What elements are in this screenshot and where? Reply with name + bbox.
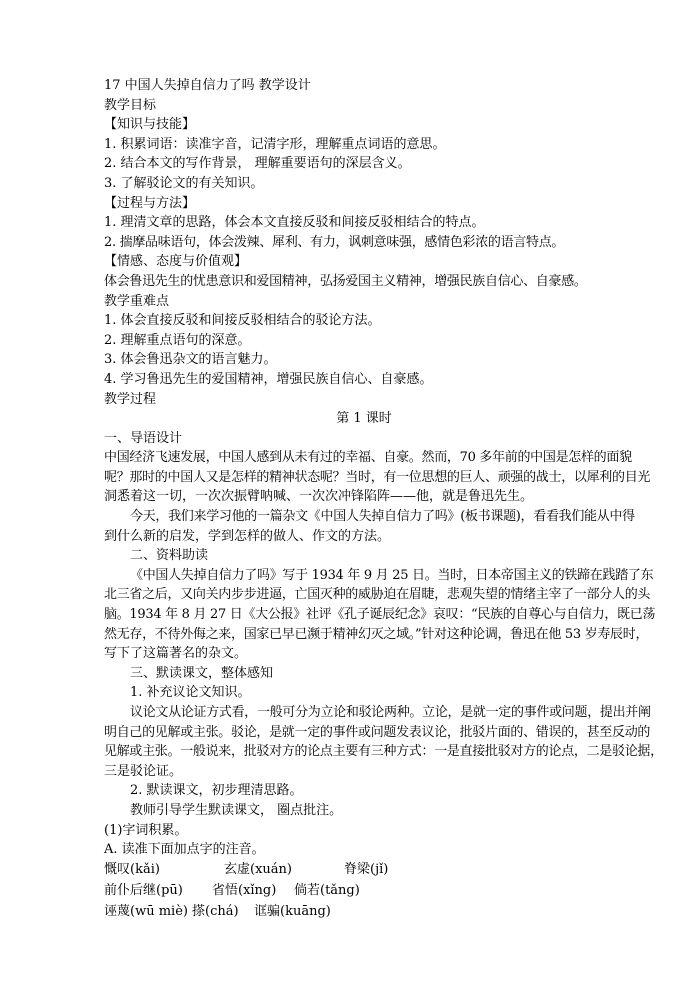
- vocab-item: 诓骗(kuāng): [254, 903, 331, 919]
- goals-heading: 教学目标: [104, 97, 157, 113]
- key-heading: 教学重难点: [104, 293, 170, 309]
- vocab-row: [104, 860, 624, 881]
- doc-title: 17 中国人失掉自信力了吗 教学设计: [104, 78, 311, 93]
- vocab-item: 搽(chá): [192, 903, 239, 919]
- subsection-heading: 2. 默读课文，初步理清思路。: [130, 783, 303, 799]
- knowledge-heading: 【知识与技能】: [104, 117, 196, 133]
- vocab-item: 诬蔑(wū miè): [104, 903, 188, 919]
- key-item: 2. 理解重点语句的深意。: [104, 332, 251, 348]
- paragraph-line: 明自己的见解或主张。驳论，是就一定的事件或问题发表议论，批驳片面的、错误的，甚至反动的: [104, 724, 651, 740]
- paragraph-line: 今天，我们来学习他的一篇杂文《中国人失掉自信力了吗》(板书课题)，看看我们能从中得: [130, 509, 635, 525]
- paragraph-line: 写下了这篇著名的杂文。: [104, 646, 248, 662]
- vocab-item: 玄虚(xuán): [224, 861, 292, 877]
- subsection-heading: 1. 补充议论文知识。: [130, 685, 251, 701]
- paragraph-line: 然无存，不待外侮之来，国家已早已濒于精神幻灭之域。”针对这种论调，鲁迅在他 53 岁寿辰时，: [104, 626, 649, 642]
- emotion-heading: 【情感、态度与价值观】: [104, 254, 248, 270]
- vocab-row: [104, 902, 624, 923]
- paragraph-line: 北三省之后，又向关内步步进逼，亡国灭种的威胁迫在眉睫，悲观失望的情绪主宰了一部分人的头: [104, 587, 651, 603]
- paragraph-line: 呢？那时的中国人又是怎样的精神状态呢？当时，有一位思想的巨人、顽强的战士，以犀利的目光: [104, 469, 651, 485]
- emotion-text: 体会鲁迅先生的忧患意识和爱国精神，弘扬爱国主义精神，增强民族自信心、自豪感。: [104, 273, 587, 289]
- knowledge-item: 1. 积累词语：读准字音，记清字形，理解重点词语的意思。: [104, 136, 446, 152]
- paragraph-line: 议论文从论证方式看，一般可分为立论和驳论两种。立论，是就一定的事件或问题，提出并阐: [130, 705, 651, 720]
- paragraph-line: 中国经济飞速发展，中国人感到从未有过的幸福、自豪。然而，70 多年前的中国是怎样的面貌: [104, 450, 632, 466]
- section-heading: 三、默读课文，整体感知: [130, 665, 274, 681]
- knowledge-item: 2. 结合本文的写作背景， 理解重要语句的深层含义。: [104, 156, 411, 172]
- process-item: 2. 揣摩品味语句，体会泼辣、犀利、有力，讽刺意味强，感情色彩浓的语言特点。: [104, 234, 565, 250]
- vocab-item: 前仆后继(pū): [104, 882, 183, 898]
- paragraph-line: 三是驳论证。: [104, 763, 183, 779]
- key-item: 4. 学习鲁迅先生的爱国精神，增强民族自信心、自豪感。: [104, 371, 433, 387]
- paragraph-line: 《中国人失掉自信力了吗》写于 1934 年 9 月 25 日。当时，日本帝国主义的铁蹄在践踏了东: [130, 567, 654, 583]
- section-heading: 一、导语设计: [104, 430, 183, 446]
- key-item: 1. 体会直接反驳和间接反驳相结合的驳论方法。: [104, 313, 381, 329]
- vocab-heading: (1)字词积累。: [104, 822, 188, 838]
- process-item: 1. 理清文章的思路，体会本文直接反驳和间接反驳相结合的特点。: [104, 215, 485, 231]
- vocab-item: 脊梁(jǐ): [344, 861, 389, 877]
- paragraph-line: 脑。1934 年 8 月 27 日《大公报》社评《孔子诞辰纪念》哀叹：“民族的自尊心与自信力，既已荡: [104, 607, 656, 623]
- lesson-title: 第 1 课时: [336, 411, 392, 427]
- section-heading: 二、资料助读: [130, 548, 209, 564]
- paragraph-line: 见解或主张。一般说来，批驳对方的论点主要有三种方式：一是直接批驳对方的论点，二是驳论据，: [104, 744, 663, 760]
- document-page: [104, 76, 663, 923]
- vocab-subheading: A. 读准下面加点字的注音。: [104, 842, 265, 858]
- paragraph-line: 洞悉着这一切，一次次振臂呐喊、一次次冲锋陷阵——他，就是鲁迅先生。: [104, 489, 534, 505]
- key-item: 3. 体会鲁迅杂文的语言魅力。: [104, 352, 277, 368]
- vocab-item: 慨叹(kǎi): [104, 861, 160, 877]
- paragraph-line: 到什么新的启发，学到怎样的做人、作文的方法。: [104, 528, 391, 544]
- knowledge-item: 3. 了解驳论文的有关知识。: [104, 175, 264, 191]
- process-heading: 【过程与方法】: [104, 195, 196, 211]
- vocab-row: [104, 881, 624, 902]
- vocab-item: 倘若(tǎng): [294, 882, 360, 898]
- process-title: 教学过程: [104, 391, 157, 407]
- paragraph-line: 教师引导学生默读课文， 圈点批注。: [130, 802, 343, 818]
- vocab-item: 省悟(xǐng): [212, 882, 277, 898]
